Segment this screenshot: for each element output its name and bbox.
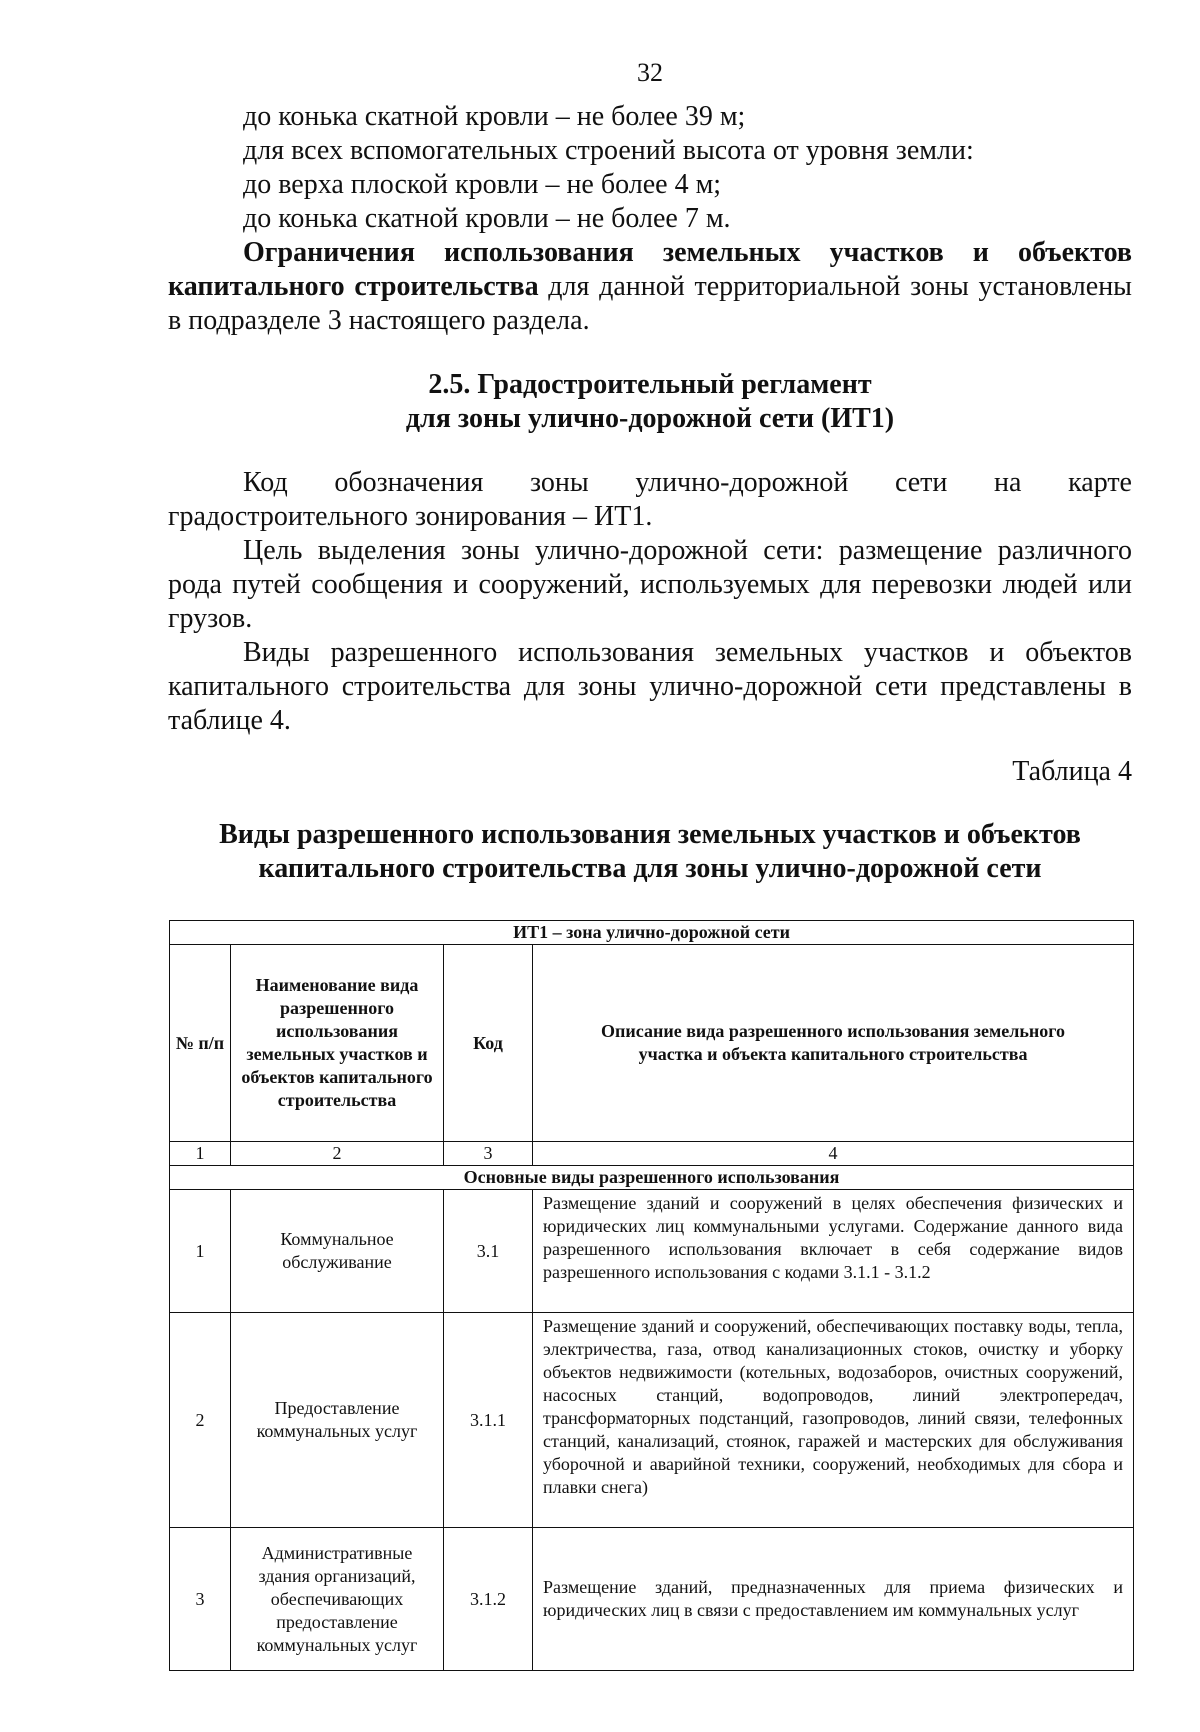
column-number-4: 4 xyxy=(533,1142,1134,1166)
table-label: Таблица 4 xyxy=(1012,756,1132,787)
section-heading-line-1: 2.5. Градостроительный регламент xyxy=(428,369,872,400)
row-num: 1 xyxy=(170,1190,231,1313)
header-code: Код xyxy=(444,945,533,1142)
zone-purpose-paragraph xyxy=(168,534,1132,636)
zone-header-row xyxy=(170,921,1134,945)
permitted-uses-table xyxy=(169,920,1134,1671)
column-number-3: 3 xyxy=(444,1142,533,1166)
permitted-uses-text: Виды разрешенного использования земельных участков и объектов капитального строительства для зоны улично-дорожной сети представлены в таблице 4. xyxy=(168,637,1132,736)
row-num: 2 xyxy=(170,1313,231,1528)
intro-line-4: до конька скатной кровли – не более 7 м. xyxy=(243,203,731,234)
intro-line-3: до верха плоской кровли – не более 4 м; xyxy=(243,169,722,200)
row-desc: Размещение зданий, предназначенных для приема физических и юридических лиц в связи с предоставлением им коммунальных услуг xyxy=(533,1528,1134,1671)
restrictions-rest: для данной территориальной зоны установлены в подразделе 3 настоящего раздела. xyxy=(168,271,1132,336)
zone-code-paragraph xyxy=(168,466,1132,534)
row-desc: Размещение зданий и сооружений, обеспечивающих поставку воды, тепла, электричества, газа, отвод канализационных стоков, очистку и уборку объектов недвижимости (котельных, водозаборов, очистных сооружений, насосных станций, водопроводов, линий электропередач, трансформаторных подстанций, газопроводов, линий связи, телефонных станций, канализаций, стоянок, гаражей и мастерских для обслуживания уборочной и аварийной техники, сооружений, необходимых для сбора и плавки снега) xyxy=(533,1313,1134,1528)
row-name: Предоставление коммунальных услуг xyxy=(231,1313,444,1528)
zone-code-text: Код обозначения зоны улично-дорожной сети на карте градостроительного зонирования – ИТ1. xyxy=(168,467,1132,532)
permitted-uses-paragraph xyxy=(168,636,1132,738)
restrictions-paragraph xyxy=(168,236,1132,338)
column-number-row xyxy=(170,1142,1134,1166)
column-number-2: 2 xyxy=(231,1142,444,1166)
table-row xyxy=(170,1313,1134,1528)
table-title-line-1: Виды разрешенного использования земельных участков и объектов xyxy=(219,819,1081,850)
row-name: Административные здания организаций, обеспечивающих предоставление коммунальных услуг xyxy=(231,1528,444,1671)
header-desc: Описание вида разрешенного использования земельного участка и объекта капитального строительства xyxy=(533,945,1134,1142)
zone-purpose-text: Цель выделения зоны улично-дорожной сети: размещение различного рода путей сообщения и сооружений, используемых для перевозки людей или грузов. xyxy=(168,535,1132,634)
table-row xyxy=(170,1528,1134,1671)
section-main-label: Основные виды разрешенного использования xyxy=(170,1166,1134,1190)
row-num: 3 xyxy=(170,1528,231,1671)
zone-header: ИТ1 – зона улично-дорожной сети xyxy=(170,921,1134,945)
row-name: Коммунальное обслуживание xyxy=(231,1190,444,1313)
intro-line-2: для всех вспомогательных строений высота от уровня земли: xyxy=(243,135,974,166)
row-desc: Размещение зданий и сооружений в целях обеспечения физических и юридических лиц коммунальными услугами. Содержание данного вида разрешенного использования включает в себя содержание видов разрешенного использования с кодами 3.1.1 - 3.1.2 xyxy=(533,1190,1134,1313)
row-code: 3.1.1 xyxy=(444,1313,533,1528)
page-number: 32 xyxy=(637,58,663,87)
restrictions-bold: Ограничения использования земельных участков и объектов капитального строительства xyxy=(168,237,1132,302)
intro-line-1: до конька скатной кровли – не более 39 м; xyxy=(243,101,746,132)
section-heading-line-2: для зоны улично-дорожной сети (ИТ1) xyxy=(405,403,895,434)
row-code: 3.1 xyxy=(444,1190,533,1313)
table-title-line-2: капитального строительства для зоны улично-дорожной сети xyxy=(258,853,1042,884)
section-row xyxy=(170,1166,1134,1190)
header-name: Наименование вида разрешенного использования земельных участков и объектов капитального строительства xyxy=(231,945,444,1142)
table-row xyxy=(170,1190,1134,1313)
column-header-row xyxy=(170,945,1134,1142)
column-number-1: 1 xyxy=(170,1142,231,1166)
header-num: № п/п xyxy=(170,945,231,1142)
row-code: 3.1.2 xyxy=(444,1528,533,1671)
